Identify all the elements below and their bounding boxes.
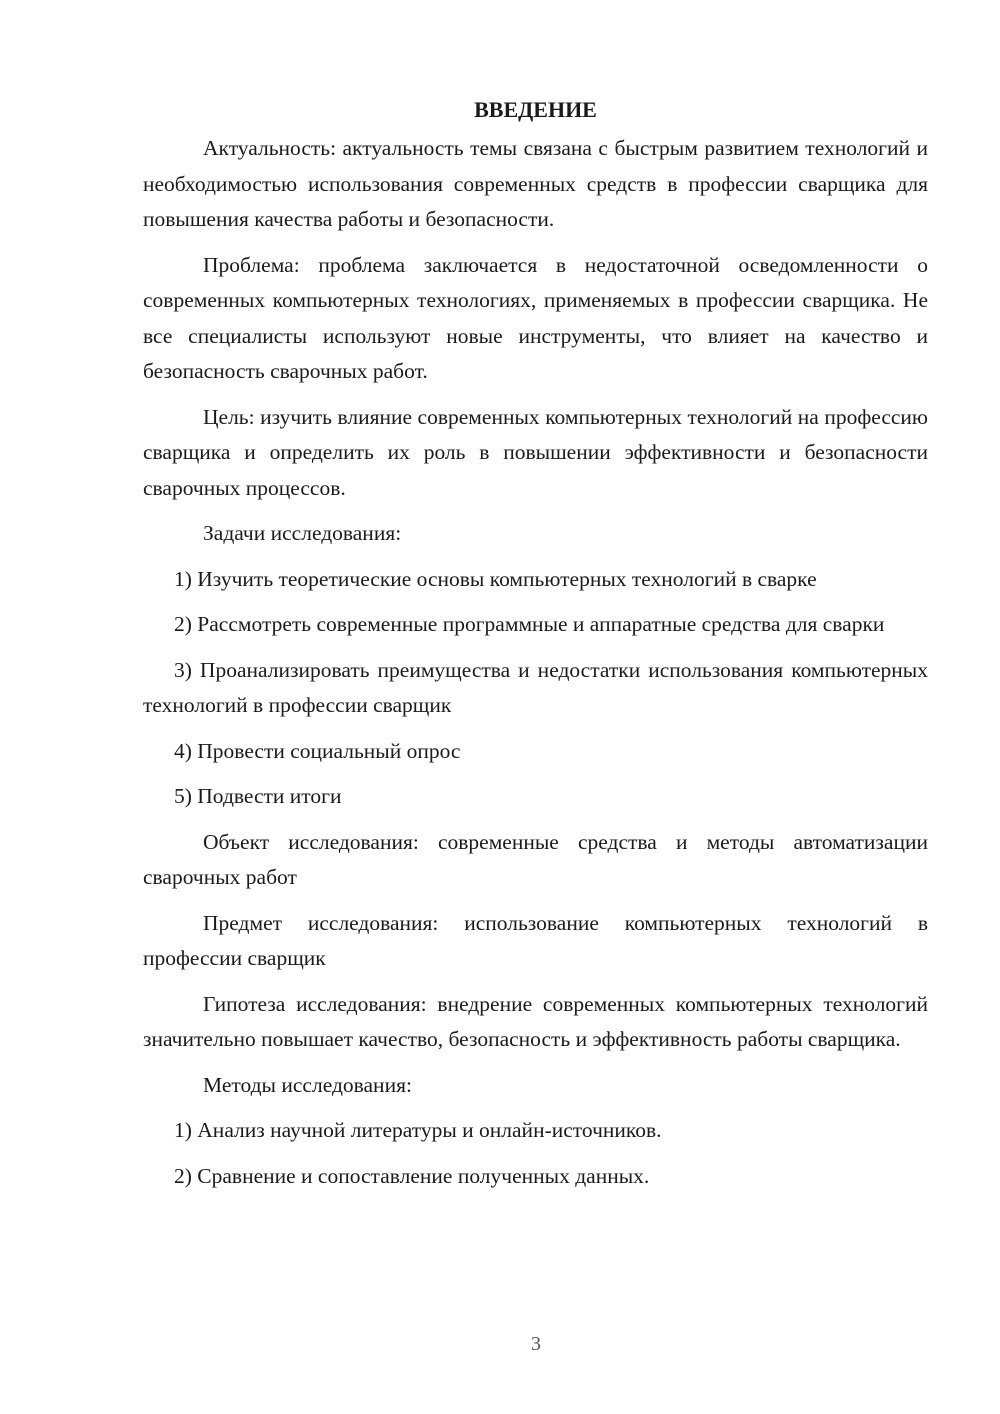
list-item-task-1: 1) Изучить теоретические основы компьютерных технологий в сварке xyxy=(174,566,817,591)
list-item-task-5: 5) Подвести итоги xyxy=(174,784,342,808)
list-item-task-2: 2) Рассмотреть современные программные и аппаратные средства для сварки xyxy=(174,612,885,636)
paragraph-problem: Проблема: проблема заключается в недостаточной осведомленности о современных компьютерных технологиях, применяемых в профессии сварщика. Не все специалисты используют новые инструменты, что влияет на качество и безопасность сварочных работ. xyxy=(143,252,928,383)
list-item-method-2: 2) Сравнение и сопоставление полученных данных. xyxy=(174,1163,650,1188)
list-item-task-4: 4) Провести социальный опрос xyxy=(174,738,461,763)
paragraph-hypothesis: Гипотеза исследования: внедрение современных компьютерных технологий значительно повышает качество, безопасность и эффективность работы сварщика. xyxy=(143,991,928,1051)
paragraph-tasks-heading: Задачи исследования: xyxy=(203,521,402,545)
document-page xyxy=(143,92,928,1204)
paragraph-methods-heading: Методы исследования: xyxy=(203,1072,412,1097)
list-item-method-1: 1) Анализ научной литературы и онлайн-источников. xyxy=(174,1118,662,1142)
list-item-task-3: 3) Проанализировать преимущества и недостатки использования компьютерных технологий в профессии сварщик xyxy=(143,657,928,717)
paragraph-goal: Цель: изучить влияние современных компьютерных технологий на профессию сварщика и определить их роль в повышении эффективности и безопасности сварочных процессов. xyxy=(143,404,928,500)
paragraph-subject: Предмет исследования: использование компьютерных технологий в профессии сварщик xyxy=(143,910,928,970)
paragraph-object: Объект исследования: современные средства и методы автоматизации сварочных работ xyxy=(143,829,928,889)
page-number: 3 xyxy=(531,1333,541,1355)
section-title: ВВЕДЕНИЕ xyxy=(474,97,597,122)
paragraph-relevance: Актуальность: актуальность темы связана с быстрым развитием технологий и необходимостью использования современных средств в профессии сварщика для повышения качества работы и безопасности. xyxy=(143,136,928,231)
